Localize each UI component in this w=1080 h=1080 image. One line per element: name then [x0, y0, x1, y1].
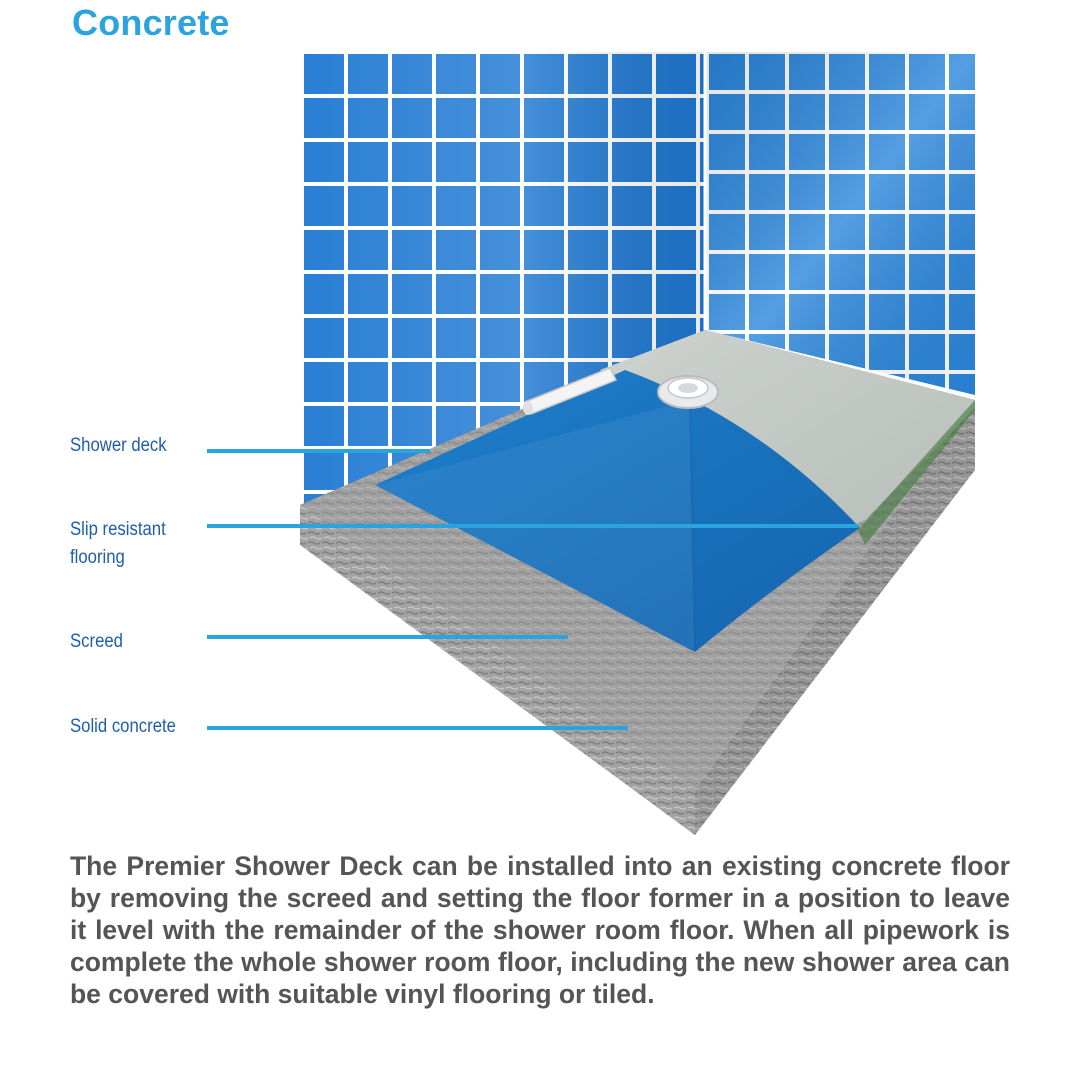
page-title: Concrete — [72, 2, 230, 43]
label-slip-resistant-line1: Slip resistant — [70, 519, 166, 540]
label-slip-resistant-line2: flooring — [70, 547, 125, 568]
label-screed: Screed — [70, 631, 123, 652]
floor-drain-icon — [658, 376, 718, 408]
label-shower-deck: Shower deck — [70, 435, 167, 456]
description-paragraph: The Premier Shower Deck can be installed into an existing concrete floor by removing the screed and setting the floor former in a position to leave it level with the remainder of the shower room floor. When all pipework is complete the whole shower room floor, including the new shower area can be covered with suitable vinyl flooring or tiled. — [70, 851, 1010, 1009]
label-solid-concrete: Solid concrete — [70, 716, 176, 737]
